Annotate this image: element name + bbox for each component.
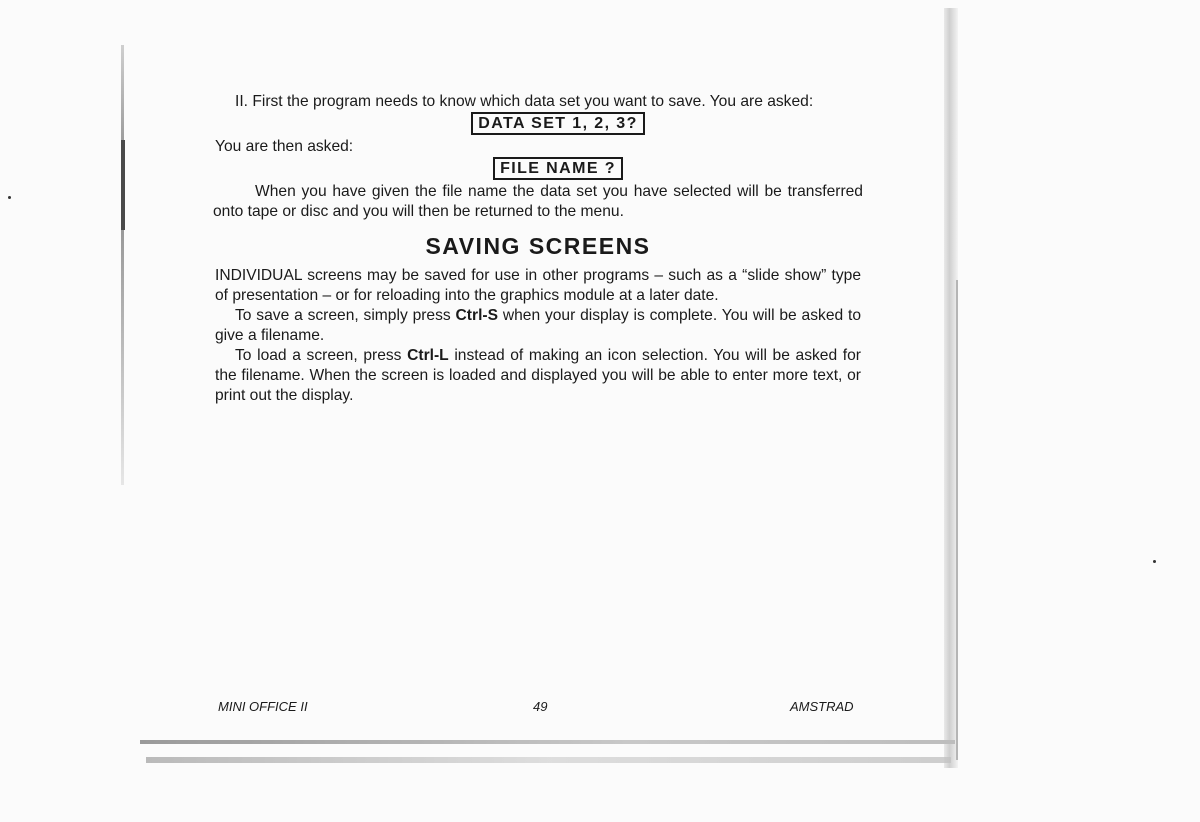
load-screen-paragraph: To load a screen, press Ctrl-L instead of making an icon selection. You will be asked for the filename. When the screen is loaded and displayed you will be able to enter more text, or print out the display. [215, 347, 861, 404]
prompt-row [215, 112, 861, 137]
scan-speck [1153, 560, 1156, 563]
individual-screens-paragraph: INDIVIDUAL screens may be saved for use in other programs – such as a “slide show” type of presentation – or for reloading into the graphics module at a later date. [215, 267, 861, 304]
prompt-row [215, 157, 861, 182]
intro-paragraph: II. First the program needs to know which data set you want to save. You are asked: [235, 93, 814, 110]
page-bottom-edge [140, 740, 955, 744]
transfer-paragraph: When you have given the file name the data set you have selected will be transferred onto tape or disc and you will then be returned to the menu. [213, 183, 863, 220]
page-bottom-edge-shadow [146, 757, 951, 763]
section-heading: SAVING SCREENS [425, 233, 651, 259]
page-left-edge [121, 45, 124, 485]
document-page [215, 92, 861, 406]
data-set-prompt: DATA SET 1, 2, 3? [471, 112, 645, 135]
ctrl-l-key: Ctrl-L [407, 347, 449, 364]
footer-title: MINI OFFICE II [218, 699, 308, 714]
page-right-edge-line [956, 280, 958, 760]
save-screen-paragraph: To save a screen, simply press Ctrl-S when your display is complete. You will be asked to give a filename. [215, 307, 862, 344]
then-asked-text: You are then asked: [215, 138, 354, 155]
scan-speck [8, 196, 11, 199]
footer-brand: AMSTRAD [790, 699, 854, 714]
ctrl-s-key: Ctrl-S [455, 307, 498, 324]
page-left-edge-shadow [121, 140, 125, 230]
file-name-prompt: FILE NAME ? [493, 157, 623, 180]
page-number: 49 [533, 699, 548, 714]
